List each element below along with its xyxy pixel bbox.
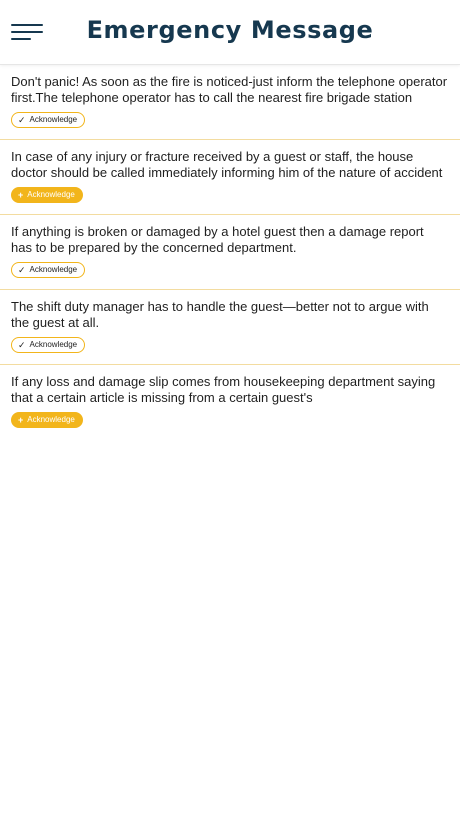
message-text: The shift duty manager has to handle the guest—better not to argue with the guest at all. [11, 299, 429, 330]
acknowledge-button[interactable] [11, 412, 83, 428]
message-list [0, 65, 460, 439]
acknowledge-label: Acknowledge [27, 190, 75, 199]
acknowledge-button[interactable] [11, 112, 85, 128]
page-title: Emergency Message [86, 16, 374, 44]
check-icon: ✓ [18, 340, 26, 350]
acknowledge-label: Acknowledge [29, 340, 78, 349]
message-text: If anything is broken or damaged by a hotel guest then a damage report has to be prepared by the concerned department. [11, 224, 424, 255]
acknowledge-button[interactable] [11, 337, 85, 353]
message-text: If any loss and damage slip comes from housekeeping department saying that a certain article is missing from a certain guest's [11, 374, 436, 405]
message-text: In case of any injury or fracture received by a guest or staff, the house doctor should be called immediately informing him of the nature of accident [11, 149, 443, 180]
message-item [0, 215, 460, 290]
check-icon: ✓ [18, 265, 26, 275]
message-item [0, 290, 460, 365]
app-header [0, 0, 460, 65]
plus-icon: + [18, 190, 24, 200]
acknowledge-button[interactable] [11, 187, 83, 203]
plus-icon: + [18, 415, 24, 425]
message-item [0, 365, 460, 439]
message-text: Don't panic! As soon as the fire is noticed-just inform the telephone operator first.The telephone operator has to call the nearest fire brigade station [11, 74, 448, 105]
acknowledge-button[interactable] [11, 262, 85, 278]
acknowledge-label: Acknowledge [29, 265, 78, 274]
message-item [0, 140, 460, 215]
message-item [0, 65, 460, 140]
acknowledge-label: Acknowledge [27, 415, 75, 424]
acknowledge-label: Acknowledge [29, 115, 78, 124]
check-icon: ✓ [18, 115, 26, 125]
